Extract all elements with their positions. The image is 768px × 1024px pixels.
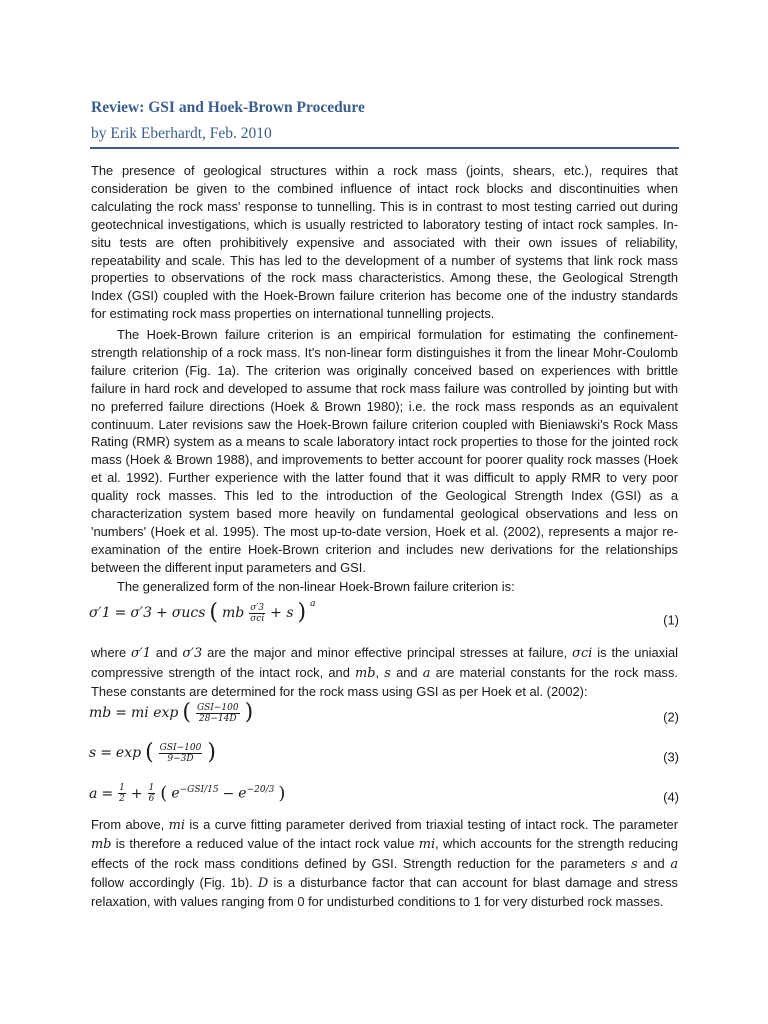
eq3-close-paren: ) [207,740,216,765]
eq4-minus: − [222,785,235,802]
paragraph-generalized-form: The generalized form of the non-linear Hoek-Brown failure criterion is: [117,579,515,594]
eq1-open-paren: ( [209,600,218,625]
eq2-number: (2) [663,709,679,725]
eq1-plus-s: + s [270,605,294,621]
p4-text-1: where [91,645,132,660]
eq2-open-paren: ( [182,700,191,725]
equation-1 [89,599,679,638]
p4-text-3: are the major and minor effective principal stresses at failure, [202,645,573,660]
eq4-e1-exponent: −GSI/15 [179,785,219,796]
p4-sigma-ci: σci [572,646,593,661]
eq2-lhs: mb [89,705,112,721]
eq4-e1-base: e [171,785,180,802]
eq1-lhs: σ′1 [89,605,111,621]
eq3-fraction [159,743,203,764]
eq2-close-paren: ) [244,700,254,725]
p5-mi: mi [168,818,185,833]
eq3-fraction-numerator: GSI−100 [159,742,202,753]
p4-text-4: is the uniaxial compressive strength of the intact rock, and [91,645,679,680]
author-byline: by Erik Eberhardt, Feb. 2010 [91,125,272,142]
eq1-mb: mb [221,605,245,621]
p5-text-1: From above, [91,817,169,832]
eq1-fraction-denominator: σci [250,613,265,624]
eq4-lhs: a [89,785,98,802]
equation-3 [89,742,679,772]
eq4-plus: + [130,785,143,802]
eq3-lhs: s [89,745,97,761]
p5-text-3: is therefore a reduced value of the intact rock value [111,836,419,852]
p5-text-6: follow accordingly (Fig. 1b). [91,874,258,890]
eq1-number: (1) [663,612,679,628]
p5-text-7: is a disturbance factor that can account for blast damage and stress relaxation, with values ranging from 0 for undisturbed conditions to 1 for very disturbed rock masses. [91,874,679,910]
p5-mb: mb [91,837,112,853]
eq4-half-denominator: 2 [119,794,125,804]
eq1-fraction-numerator: σ′3 [250,602,265,613]
eq4-e2-base: e [238,785,247,802]
p4-text-2: and [150,645,183,660]
eq3-rhs: exp [115,745,142,761]
paragraph-where [91,644,678,702]
eq4-e2 [238,785,274,802]
eq4-half-numerator: 1 [119,783,125,793]
equation-4 [89,783,679,811]
p5-s: s [630,856,638,872]
eq4-equals: = [101,785,114,802]
eq2-equals: = [115,705,127,721]
eq3-number: (3) [663,749,679,765]
p4-mb: mb [355,665,376,681]
eq3-fraction-denominator: 9−3D [167,753,194,764]
eq4-open-paren: ( [160,782,168,804]
eq4-number: (4) [663,789,679,805]
p4-a: a [422,665,431,681]
eq1-plus: + [156,605,168,621]
eq1-exponent: a [310,599,316,609]
eq3-open-paren: ( [145,740,154,765]
eq4-sixth-numerator: 1 [148,783,155,793]
p4-s: s [384,665,391,681]
eq4-fraction-sixth [148,783,156,804]
p4-sigma3: σ′3 [182,646,203,661]
eq4-e2-exponent: −20/3 [246,785,275,796]
p5-mi-2: mi [418,837,436,853]
header-rule [90,147,679,149]
eq1-sigma3: σ′3 [130,605,153,621]
eq1-close-paren: ) [297,600,307,625]
p5-D: D [257,875,269,891]
p5-text-5: and [637,855,671,871]
p4-text-7: are material constants for the rock mass. These constants are determined for the rock mass using GSI as per Hoek et al. (2002): [91,664,679,699]
eq4-close-paren: ) [278,782,286,804]
paragraph-hoek-brown-history: The Hoek-Brown failure criterion is an empirical formulation for estimating the confinement-strength relationship of a rock mass. It's non-linear form distinguishes it from the linear Mohr-Coulomb failure criterion (Fig. 1a). The criterion was originally conceived based on experiences with brittle failure in hard rock and developed to assume that rock mass failure was controlled by jointing but with no preferred failure directions (Hoek & Brown 1980); i.e. the rock mass responds as an equivalent continuum. Later revisions saw the Hoek-Brown failure criterion coupled with Bieniawski's Rock Mass Rating (RMR) system as a means to scale laboratory intact rock properties to those for the jointed rock mass (Hoek & Brown 1988), and improvements to better account for poorer quality rock masses (Hoek et al. 1992). Further experience with the latter found that it was difficult to apply RMR to very poor quality rock masses. This led to the introduction of the Geological Strength Index (GSI) as a characterization system based more heavily on fundamental geological observations and less on 'numbers' (Hoek et al. 1995). The most up-to-date version, Hoek et al. (2002), represents a major re-examination of the entire Hoek-Brown criterion and includes new derivations for the relationships between the different input parameters and GSI. [91,327,678,575]
p4-sigma1: σ′1 [131,646,151,661]
p4-text-5: , [375,664,385,680]
eq4-sixth-denominator: 6 [148,794,155,804]
paragraph-parameters [91,816,678,911]
eq3-equals: = [100,745,112,761]
p5-text-4: , which accounts for the strength reducing effects of the rock mass conditions defined by GSI. Strength reduction for the parameters [91,836,678,871]
eq1-sigma-ucs: σucs [171,605,206,621]
eq2-rhs: mi exp [130,705,179,721]
eq4-fraction-half [118,783,126,804]
eq2-fraction-numerator: GSI−100 [196,702,239,713]
eq4-e1 [171,785,218,802]
document-title: Review: GSI and Hoek-Brown Procedure [91,99,365,116]
equation-2 [89,702,679,732]
eq2-fraction [196,703,240,724]
paragraph-intro: The presence of geological structures within a rock mass (joints, shears, etc.), requires that consideration be given to the combined influence of intact rock blocks and discontinuities when calculating the rock mass' response to tunnelling. This is in contrast to most testing carried out during geotechnical investigations, which is usually restricted to laboratory testing of intact rock samples. In-situ tests are often prohibitively expensive and associated with their own issues of reliability, repeatability and scale. This has led to the development of a number of systems that link rock mass properties to observations of the rock mass characteristics. Among these, the Geological Strength Index (GSI) coupled with the Hoek-Brown failure criterion has become one of the industry standards for estimating rock mass properties on international tunnelling projects. [91,163,678,322]
p5-a: a [670,856,679,872]
p5-text-2: is a curve fitting parameter derived from triaxial testing of intact rock. The parameter [184,817,678,832]
p4-text-6: and [390,664,423,680]
eq1-fraction [249,603,265,624]
eq2-fraction-denominator: 28−14D [198,713,237,724]
eq1-equals: = [114,605,127,621]
